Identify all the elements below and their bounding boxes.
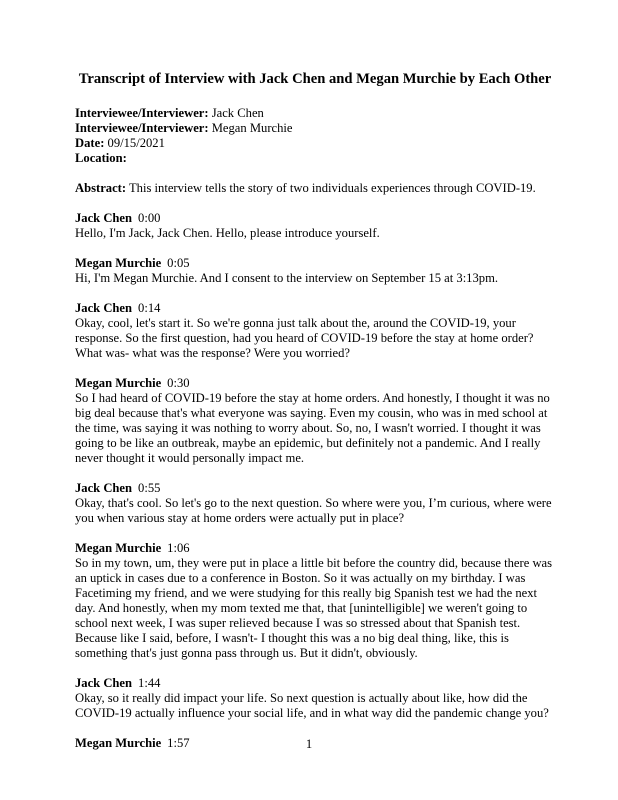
timestamp: 0:14 [138, 301, 161, 315]
meta-value: Jack Chen [211, 106, 264, 120]
transcript-turn [75, 481, 555, 526]
meta-date: Date: 09/15/2021 [75, 136, 165, 150]
speaker-name: Megan Murchie [75, 376, 162, 390]
timestamp: 0:30 [167, 376, 190, 390]
meta-label: Interviewee/Interviewer [75, 106, 205, 120]
abstract-text: This interview tells the story of two individuals experiences through COVID-19. [128, 181, 536, 195]
meta-label: Location [75, 151, 123, 165]
speaker-name: Jack Chen [75, 676, 133, 690]
speaker-heading [75, 301, 555, 316]
speaker-name: Megan Murchie [75, 736, 162, 750]
meta-interviewer-1: Interviewee/Interviewer: Jack Chen [75, 106, 264, 120]
transcript-turn [75, 676, 555, 721]
page-number: 1 [305, 737, 313, 751]
turn-text: Hi, I'm Megan Murchie. And I consent to the interview on September 15 at 3:13pm. [75, 271, 499, 285]
speaker-heading [75, 541, 555, 556]
meta-label: Date [75, 136, 101, 150]
turn-text: Okay, that's cool. So let's go to the next question. So where were you, I’m curious, where were you when various stay at home orders were actually put in place? [75, 496, 552, 525]
speaker-heading [75, 256, 555, 271]
speaker-heading [75, 376, 555, 391]
transcript-turn [75, 301, 555, 361]
speaker-heading [75, 481, 555, 496]
meta-value: Megan Murchie [211, 121, 293, 135]
turn-text: Hello, I'm Jack, Jack Chen. Hello, please introduce yourself. [75, 226, 380, 240]
timestamp: 1:06 [167, 541, 190, 555]
meta-value: 09/15/2021 [107, 136, 165, 150]
turn-text: Okay, cool, let's start it. So we're gonna just talk about the, around the COVID-19, your response. So the first question, had you heard of COVID-19 before the stay at home order? What was- what was the response? Were you worried? [75, 316, 534, 360]
transcript-turn [75, 211, 555, 241]
transcript-turn [75, 376, 555, 466]
timestamp: 0:05 [167, 256, 190, 270]
speaker-name: Jack Chen [75, 211, 133, 225]
document-title: Transcript of Interview with Jack Chen and Megan Murchie by Each Other [78, 71, 552, 87]
speaker-name: Megan Murchie [75, 541, 162, 555]
speaker-heading [75, 676, 555, 691]
turn-text: So in my town, um, they were put in place a little bit before the country did, because there was an uptick in cases due to a conference in Boston. So it was actually on my birthday. I was Facetiming my friend, and we were studying for this really big Spanish test we had the next day. And honestly, when my mom texted me that, that [unintelligible] we weren't going to school next week, I was super relieved because I was so stressed about that Spanish test. Because like I said, before, I wasn't- I thought this was a no big deal thing, like, this is something that's just gonna pass through us. But it didn't, obviously. [75, 556, 553, 660]
abstract [75, 181, 555, 196]
meta-location: Location: [75, 151, 127, 165]
speaker-heading [75, 211, 555, 226]
abstract-label: Abstract: [75, 181, 127, 195]
turn-text: So I had heard of COVID-19 before the stay at home orders. And honestly, I thought it was no big deal because that's what everyone was saying. Even my cousin, who was in med school at the time, was saying it was nothing to worry about. So, no, I wasn't worried. I thought it was going to be like an outbreak, maybe an epidemic, but definitely not a pandemic. And I really never thought it would personally impact me. [75, 391, 550, 465]
transcript-body [75, 70, 555, 751]
metadata-block [75, 106, 555, 166]
transcript-turn [75, 256, 555, 286]
speaker-name: Megan Murchie [75, 256, 162, 270]
speaker-name: Jack Chen [75, 301, 133, 315]
turn-text: Okay, so it really did impact your life. So next question is actually about like, how did the COVID-19 actually influence your social life, and in what way did the pandemic change you? [75, 691, 549, 720]
meta-interviewer-2: Interviewee/Interviewer: Megan Murchie [75, 121, 293, 135]
timestamp: 1:44 [138, 676, 161, 690]
timestamp: 0:55 [138, 481, 161, 495]
meta-label: Interviewee/Interviewer [75, 121, 205, 135]
timestamp: 1:57 [167, 736, 190, 750]
transcript-turn [75, 541, 555, 661]
timestamp: 0:00 [138, 211, 161, 225]
speaker-name: Jack Chen [75, 481, 133, 495]
